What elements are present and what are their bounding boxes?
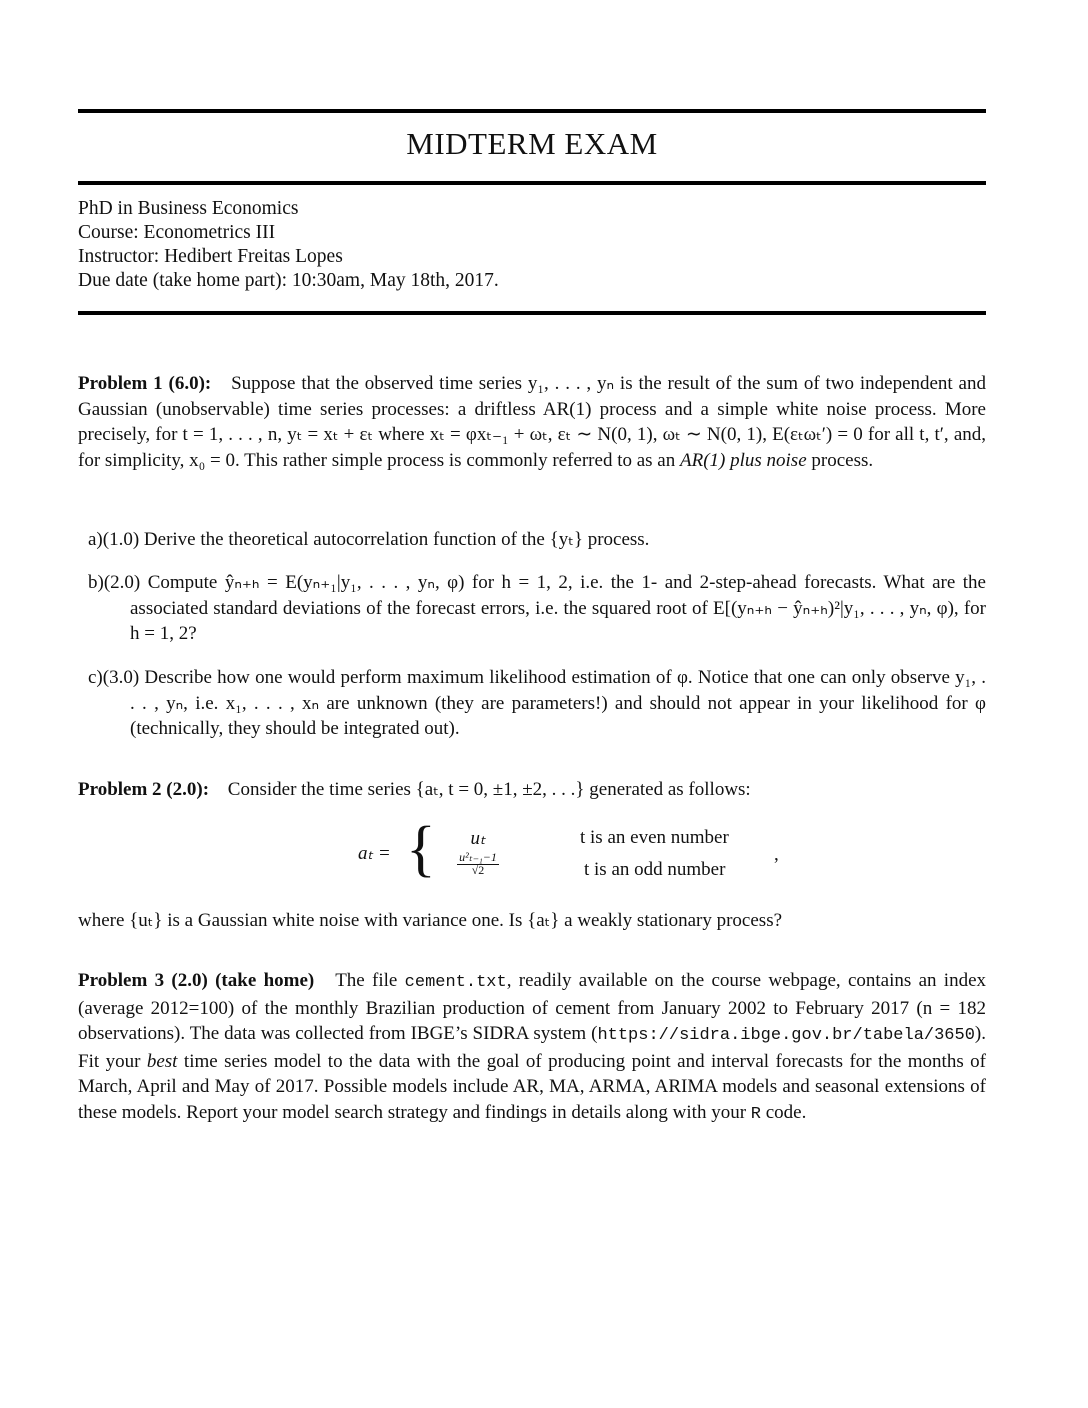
problem-1-part-a: a)(1.0) Derive the theoretical autocorrelation function of the {yₜ} process.: [88, 529, 650, 550]
case-2-numerator: u²ₜ₋₁−1: [459, 850, 497, 864]
problem-1-text: Suppose that the observed time series y₁, . . . , yₙ is the result of the sum of two independent and Gaussian (unobservable) time series processes: a driftless AR(1) process and a simple white noise process. More precisely, for t = 1, . . . , n, yₜ = xₜ + εₜ where xₜ = φxₜ₋₁ + ωₜ, εₜ ∼ N(0, 1), ωₜ ∼ N(0, 1), E(εₜωₜ′) = 0 for all t, t′, and, for simplicity, x₀ = 0. This rather simple process is commonly referred to as an: [78, 373, 986, 471]
problem-3-text-3: ). Fit your: [78, 1023, 986, 1072]
case-2-value: [444, 851, 512, 877]
problem-3-text-1: The file: [335, 970, 398, 991]
r-code-label: R: [750, 1104, 761, 1124]
case-2-denominator: √2: [471, 863, 485, 877]
problem-1-statement: [78, 371, 986, 473]
problem-2-question: where {uₜ} is a Gaussian white noise with variance one. Is {aₜ} a weakly stationary process?: [78, 910, 783, 931]
problem-1-part-b: b)(2.0) Compute ŷₙ₊ₕ = E(yₙ₊₁|y₁, . . . , yₙ, φ) for h = 1, 2, i.e. the 1- and 2-step-ahead forecasts. What are the associated standard deviations of the forecast errors, i.e. the squared root of E[(yₙ₊ₕ − ŷₙ₊ₕ)²|y₁, . . . , yₙ, φ), for h = 1, 2?: [88, 572, 986, 644]
file-name: cement.txt: [404, 973, 507, 992]
sidra-url: https://sidra.ibge.gov.br/tabela/3650: [597, 1026, 975, 1045]
case-1-value: uₜ: [470, 828, 486, 849]
problem-3-heading: Problem 3 (2.0) (take home): [78, 970, 315, 991]
equation-lhs: aₜ =: [358, 843, 391, 864]
due-date-line: Due date (take home part): 10:30am, May 18th, 2017.: [78, 270, 499, 291]
problem-3-text-2: , readily available on the course webpage, contains an index (average 2012=100) of the monthly Brazilian production of cement from January 2002 to February 2017 (n = 182 observations). The data was collected from IBGE’s SIDRA system (: [78, 970, 987, 1044]
problem-3-emphasis: best: [146, 1050, 178, 1072]
course-line: Course: Econometrics III: [78, 222, 276, 243]
program-line: PhD in Business Economics: [78, 198, 299, 219]
problem-3-text-5: code.: [765, 1101, 807, 1123]
problem-2-heading: Problem 2 (2.0):: [78, 779, 210, 800]
problem-1-emphasis: AR(1) plus noise: [679, 449, 807, 471]
case-1-condition: t is an even number: [580, 827, 729, 848]
problem-1-part-c: c)(3.0) Describe how one would perform maximum likelihood estimation of φ. Notice that one can only observe y₁, . . . , yₙ, i.e. x₁, . . . , xₙ are unknown (they are parameters!) and should not appear in your likelihood for φ (technically, they should be integrated out).: [88, 667, 986, 739]
instructor-line: Instructor: Hedibert Freitas Lopes: [78, 246, 343, 267]
problem-2-statement: [78, 777, 986, 803]
course-info: [78, 197, 986, 293]
title-rule: [78, 181, 986, 185]
exam-title: MIDTERM EXAM: [406, 126, 658, 161]
problem-1-heading: Problem 1 (6.0):: [78, 373, 212, 394]
problem-3-statement: [78, 968, 986, 1127]
info-rule: [78, 311, 986, 315]
problem-2-text: Consider the time series {aₜ, t = 0, ±1, ±2, . . .} generated as follows:: [227, 779, 751, 800]
piecewise-equation: [358, 815, 779, 888]
equation-brace: {: [406, 815, 436, 883]
problem-1-text-end: process.: [811, 449, 874, 471]
top-rule: [78, 109, 986, 113]
problem-3-text-4: time series model to the data with the goal of producing point and interval forecasts for the months of March, April and May of 2017. Possible models include AR, MA, ARMA, ARIMA models and seasonal extensions of these models. Report your model search strategy and findings in details along with your: [78, 1050, 986, 1123]
equation-comma: ,: [774, 844, 779, 865]
case-2-condition: t is an odd number: [584, 859, 726, 880]
